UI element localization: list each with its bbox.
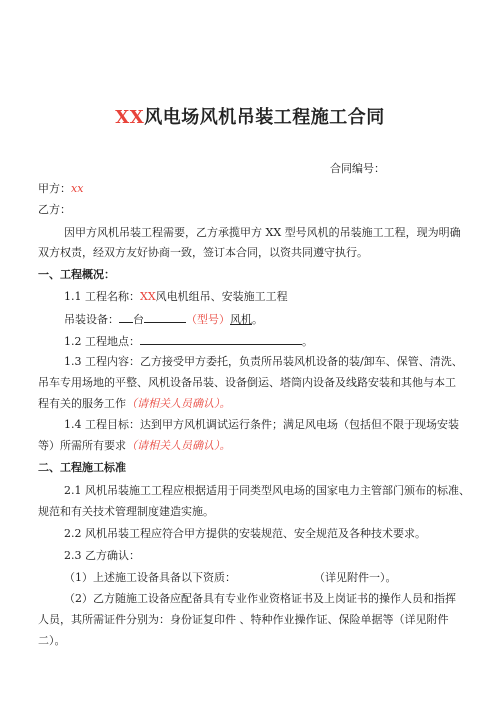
item-1-3-line-3 xyxy=(38,397,231,411)
party-b-label: 乙方： xyxy=(38,203,71,216)
document-title xyxy=(0,106,500,130)
equipment-label: 吊装设备： xyxy=(64,313,119,326)
item-1-3-line-1: 1.3 工程内容：乙方接受甲方委托，负责所吊装风机设备的装/卸车、保管、清洗、 xyxy=(64,355,463,368)
party-a-label: 甲方： xyxy=(38,182,71,195)
item-1-1-rest: 风电机组吊、安装施工工程 xyxy=(155,290,288,303)
project-location-blank xyxy=(140,333,302,345)
equipment-model: （型号） xyxy=(186,313,230,326)
equipment-qty-blank xyxy=(119,311,133,323)
item-1-1-label: 1.1 工程名称： xyxy=(64,290,140,303)
party-a-value: xx xyxy=(71,182,84,195)
equipment-end: 。 xyxy=(252,313,263,326)
intro-line-2: 双方权责，经双方友好协商一致，签订本合同，以资共同遵守执行。 xyxy=(38,246,368,259)
item-2-3: 2.3 乙方确认： xyxy=(64,549,140,562)
title-main: 风电场风机吊装工程施工合同 xyxy=(144,107,385,128)
equipment-line xyxy=(64,311,263,327)
section-2-heading: 二、工程施工标准 xyxy=(38,461,126,474)
item-1-2 xyxy=(64,333,313,349)
item-1-1-red: XX xyxy=(140,290,156,303)
item-1-2-label: 1.2 工程地点： xyxy=(64,335,140,348)
contract-number-label: 合同编号： xyxy=(330,162,385,175)
item-2-3-sub-2-line-1: （2）乙方随施工设备应配备具有专业作业资格证书及上岗证书的操作人员和指挥 xyxy=(64,592,456,605)
item-2-3-sub-1-left: （1）上述施工设备具备以下资质： xyxy=(64,571,236,584)
party-a-line xyxy=(38,182,83,196)
intro-line-1: 因甲方风机吊装工程需要，乙方承揽甲方 XX 型号风机的吊装施工工程，现为明确 xyxy=(64,226,461,239)
item-1-4-note: （请相关人员确认）。 xyxy=(126,439,231,452)
item-1-4-line-1: 1.4 工程目标：达到甲方风机调试运行条件；满足风电场（包括但不限于现场安装 xyxy=(64,418,459,431)
item-1-4-plain: 等）所需所有要求 xyxy=(38,439,126,452)
item-2-2: 2.2 风机吊装工程应符合甲方提供的安装规范、安全规范及各种技术要求。 xyxy=(64,527,426,540)
equipment-unit: 台 xyxy=(133,313,144,326)
item-1-2-end: 。 xyxy=(302,335,313,348)
item-1-3-plain: 程有关的服务工作 xyxy=(38,397,126,410)
item-2-3-sub-1-right: （详见附件一）。 xyxy=(314,571,397,584)
item-1-3-note: （请相关人员确认）。 xyxy=(126,397,231,410)
item-2-3-sub-2-line-3: 二）。 xyxy=(38,634,66,647)
item-1-1 xyxy=(64,290,288,304)
item-2-1-line-2: 规范和有关技术管理制度建造实施。 xyxy=(38,505,214,518)
item-1-4-line-2 xyxy=(38,439,231,453)
section-1-heading: 一、工程概况： xyxy=(38,268,115,281)
item-2-3-sub-2-line-2: 人员，其所需证件分别为：身份证复印件 、特种作业操作证、保险单据等（详见附件 xyxy=(38,613,449,626)
title-prefix: XX xyxy=(115,107,145,128)
equipment-model-blank xyxy=(144,311,186,323)
equipment-suffix: 风机 xyxy=(230,313,252,326)
item-1-3-line-2: 吊车专用场地的平整、风机设备吊装、设备倒运、塔筒内设备及线路安装和其他与本工 xyxy=(38,376,456,389)
item-2-1-line-1: 2.1 风机吊装施工工程应根据适用于同类型风电场的国家电力主管部门颁布的标准、 xyxy=(64,484,470,497)
